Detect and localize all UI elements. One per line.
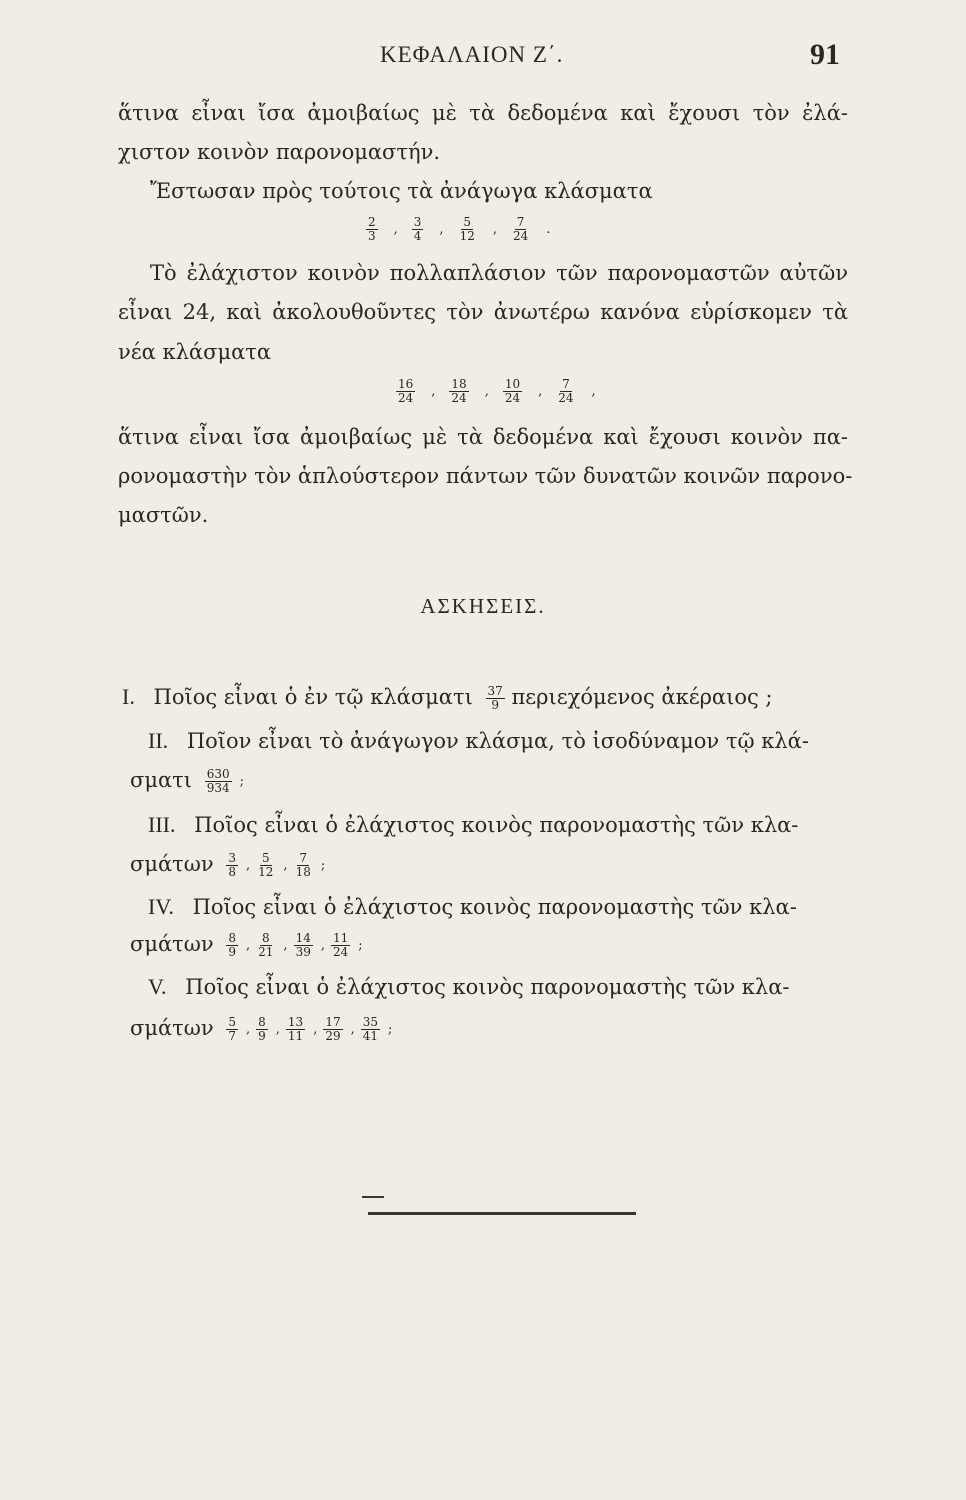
divider-tick xyxy=(362,1196,384,1198)
text-line: ρονομαστὴν τὸν ἁπλούστερον πάντων τῶν δυνατῶν κοινῶν παρονο- xyxy=(118,464,853,488)
exercise-numeral: I. xyxy=(122,684,135,709)
text-line: μαστῶν. xyxy=(118,503,209,527)
running-header xyxy=(0,38,966,82)
fraction: $\frac{2}{3}$ xyxy=(368,215,376,243)
fraction-row-b: $\frac{16}{24}$ , $\frac{18}{24}$ , $\frac{10}{24}$ , $\frac{7}{24}$ , xyxy=(398,377,596,405)
exercise-5 xyxy=(148,974,848,1000)
fraction: $\frac{14}{39}$ xyxy=(295,931,311,959)
fraction: $\frac{10}{24}$ xyxy=(504,377,521,405)
exercise-text: Ποῖος εἶναι ὁ ἐλάχιστος κοινὸς παρονομαστὴς τῶν κλα- xyxy=(192,895,797,919)
fraction: $\frac{5}{12}$ xyxy=(258,851,274,879)
text-line: νέα κλάσματα xyxy=(118,340,272,364)
exercise-text: Ποῖον εἶναι τὸ ἀνάγωγον κλάσμα, τὸ ἰσοδύναμον τῷ κλά- xyxy=(186,729,809,753)
exercise-text: Ποῖος εἶναι ὁ ἐν τῷ κλάσματι xyxy=(153,685,473,709)
fraction: $\frac{11}{24}$ xyxy=(332,931,349,959)
fraction: $\frac{35}{41}$ xyxy=(362,1015,379,1043)
fraction: $\frac{5}{12}$ xyxy=(459,215,475,243)
exercise-5-cont: σμάτων $\frac{5}{7}$ , $\frac{8}{9}$ , $\frac{13}{11}$ , $\frac{17}{29}$ , $\frac{35}{41}$ ; xyxy=(130,1015,393,1043)
exercise-numeral: V. xyxy=(148,974,167,999)
exercise-text: σματι xyxy=(130,768,193,792)
fraction: $\frac{8}{21}$ xyxy=(258,931,274,959)
fraction: $\frac{8}{9}$ xyxy=(258,1015,266,1043)
fraction: $\frac{3}{4}$ xyxy=(413,215,422,243)
fraction: $\frac{7}{24}$ xyxy=(512,215,529,243)
fraction: $\frac{16}{24}$ xyxy=(398,377,414,405)
text-line: Ἔστωσαν πρὸς τούτοις τὰ ἀνάγωγα κλάσματα xyxy=(150,179,653,203)
exercise-3 xyxy=(148,812,848,838)
exercise-3-cont: σμάτων $\frac{3}{8}$ , $\frac{5}{12}$ , $\frac{7}{18}$ ; xyxy=(130,851,326,879)
text-line: ἅτινα εἶναι ἴσα ἀμοιβαίως μὲ τὰ δεδομένα καὶ ἔχουσι τὸν ἐλά- xyxy=(118,101,848,125)
text-line: χιστον κοινὸν παρονομαστήν. xyxy=(118,140,441,164)
text-line: εἶναι 24, καὶ ἀκολουθοῦντες τὸν ἀνωτέρω κανόνα εὑρίσκομεν τὰ xyxy=(118,300,848,324)
exercise-4-cont: σμάτων $\frac{8}{9}$ , $\frac{8}{21}$ , $\frac{14}{39}$ , $\frac{11}{24}$ ; xyxy=(130,931,363,959)
exercise-text: σμάτων xyxy=(130,932,214,956)
chapter-title: ΚΕΦΑΛΑΙΟΝ Ζ΄. xyxy=(380,42,564,67)
fraction: $\frac{7}{18}$ xyxy=(295,851,311,879)
exercise-text: σμάτων xyxy=(130,852,214,876)
exercise-1 xyxy=(122,684,852,712)
fraction: $\frac{37}{9}$ xyxy=(487,684,503,712)
fraction: $\frac{17}{29}$ xyxy=(325,1015,341,1043)
exercises-heading: ΑΣΚΗΣΕΙΣ. xyxy=(420,594,546,618)
exercise-4 xyxy=(148,894,848,920)
page-number: 91 xyxy=(810,38,840,71)
exercise-text: περιεχόμενος ἀκέραιος ; xyxy=(511,685,773,709)
fraction: $\frac{7}{24}$ xyxy=(558,377,574,405)
exercise-2-cont: σματι $\frac{630}{934}$ ; xyxy=(130,767,244,795)
text-line: ἅτινα εἶναι ἴσα ἀμοιβαίως μὲ τὰ δεδομένα καὶ ἔχουσι κοινὸν πα- xyxy=(118,425,848,449)
fraction: $\frac{18}{24}$ xyxy=(451,377,467,405)
exercise-text: σμάτων xyxy=(130,1016,214,1040)
fraction: $\frac{8}{9}$ xyxy=(228,931,236,959)
fraction: $\frac{13}{11}$ xyxy=(287,1015,304,1043)
exercise-2 xyxy=(148,728,848,754)
section-divider xyxy=(368,1212,636,1215)
exercise-numeral: IV. xyxy=(148,894,174,919)
fraction: $\frac{5}{7}$ xyxy=(228,1015,236,1043)
exercise-text: Ποῖος εἶναι ὁ ἐλάχιστος κοινὸς παρονομαστὴς τῶν κλα- xyxy=(185,975,790,999)
fraction: $\frac{630}{934}$ xyxy=(206,767,230,795)
exercise-numeral: II. xyxy=(148,728,169,753)
exercise-text: Ποῖος εἶναι ὁ ἐλάχιστος κοινὸς παρονομαστὴς τῶν κλα- xyxy=(194,813,799,837)
exercise-numeral: III. xyxy=(148,812,176,837)
fraction: $\frac{3}{8}$ xyxy=(228,851,236,879)
fraction-row-a: $\frac{2}{3}$ , $\frac{3}{4}$ , $\frac{5}{12}$ , $\frac{7}{24}$ . xyxy=(368,215,551,243)
text-line: Τὸ ἐλάχιστον κοινὸν πολλαπλάσιον τῶν παρονομαστῶν αὐτῶν xyxy=(150,261,848,285)
